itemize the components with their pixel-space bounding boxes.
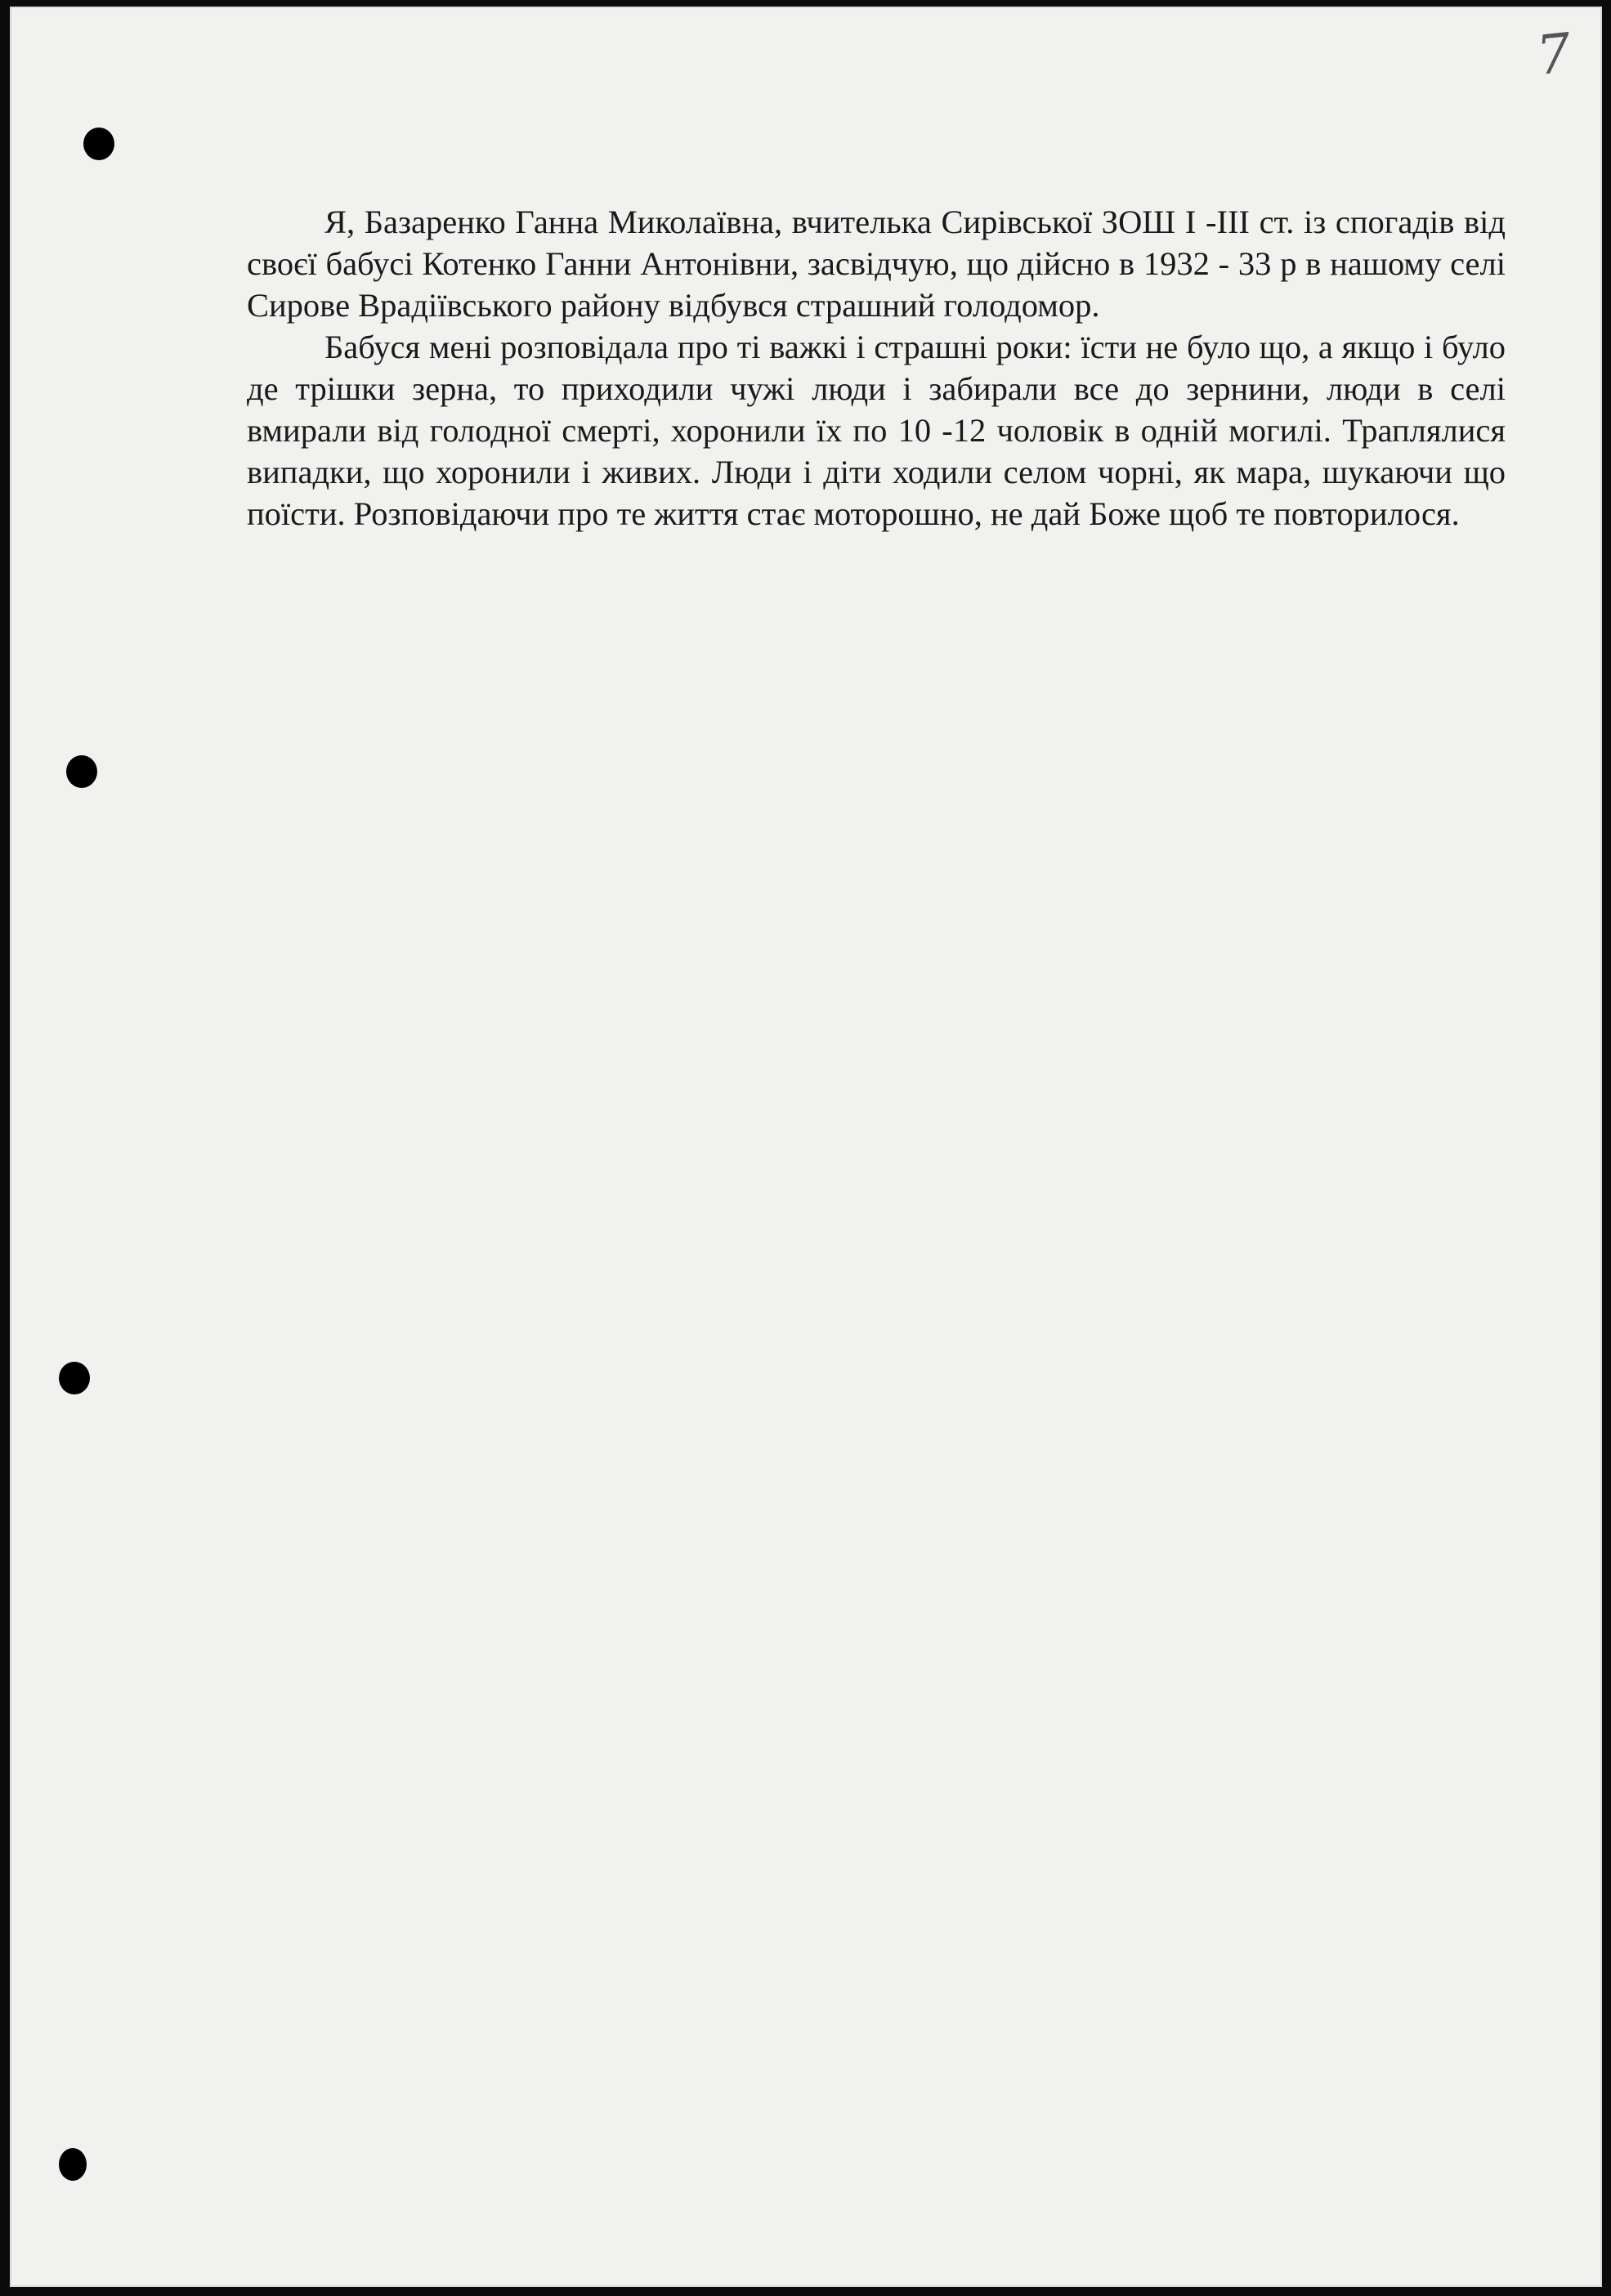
punch-hole: [83, 128, 114, 160]
punch-hole: [59, 1362, 90, 1394]
punch-hole: [59, 2148, 87, 2181]
paper-sheet: [10, 7, 1602, 2287]
handwritten-page-number: 7: [1533, 21, 1574, 87]
paragraph: Бабуся мені розповідала про ті важкі і страшні роки: їсти не було що, а якщо і було де трішки зерна, то приходили чужі люди і забирали все до зернини, люди в селі вмирали від голодної смерті, хоронили їх по 10 -12 чоловік в одній могилі. Траплялися випадки, що хоронили і живих. Люди і діти ходили селом чорні, як мара, шукаючи що поїсти. Розповідаючи про те життя стає моторошно, не дай Боже щоб те повторилося.: [247, 329, 1506, 532]
punch-hole: [66, 755, 97, 788]
paragraph: Я, Базаренко Ганна Миколаївна, вчителька Сирівської ЗОШ І -ІІІ ст. із спогадів від своєї бабусі Котенко Ганни Антонівни, засвідчую, що дійсно в 1932 - 33 р в нашому селі Сирове Врадіївського району відбувся страшний голодомор.: [247, 204, 1506, 324]
testimony-text: [247, 201, 1506, 535]
